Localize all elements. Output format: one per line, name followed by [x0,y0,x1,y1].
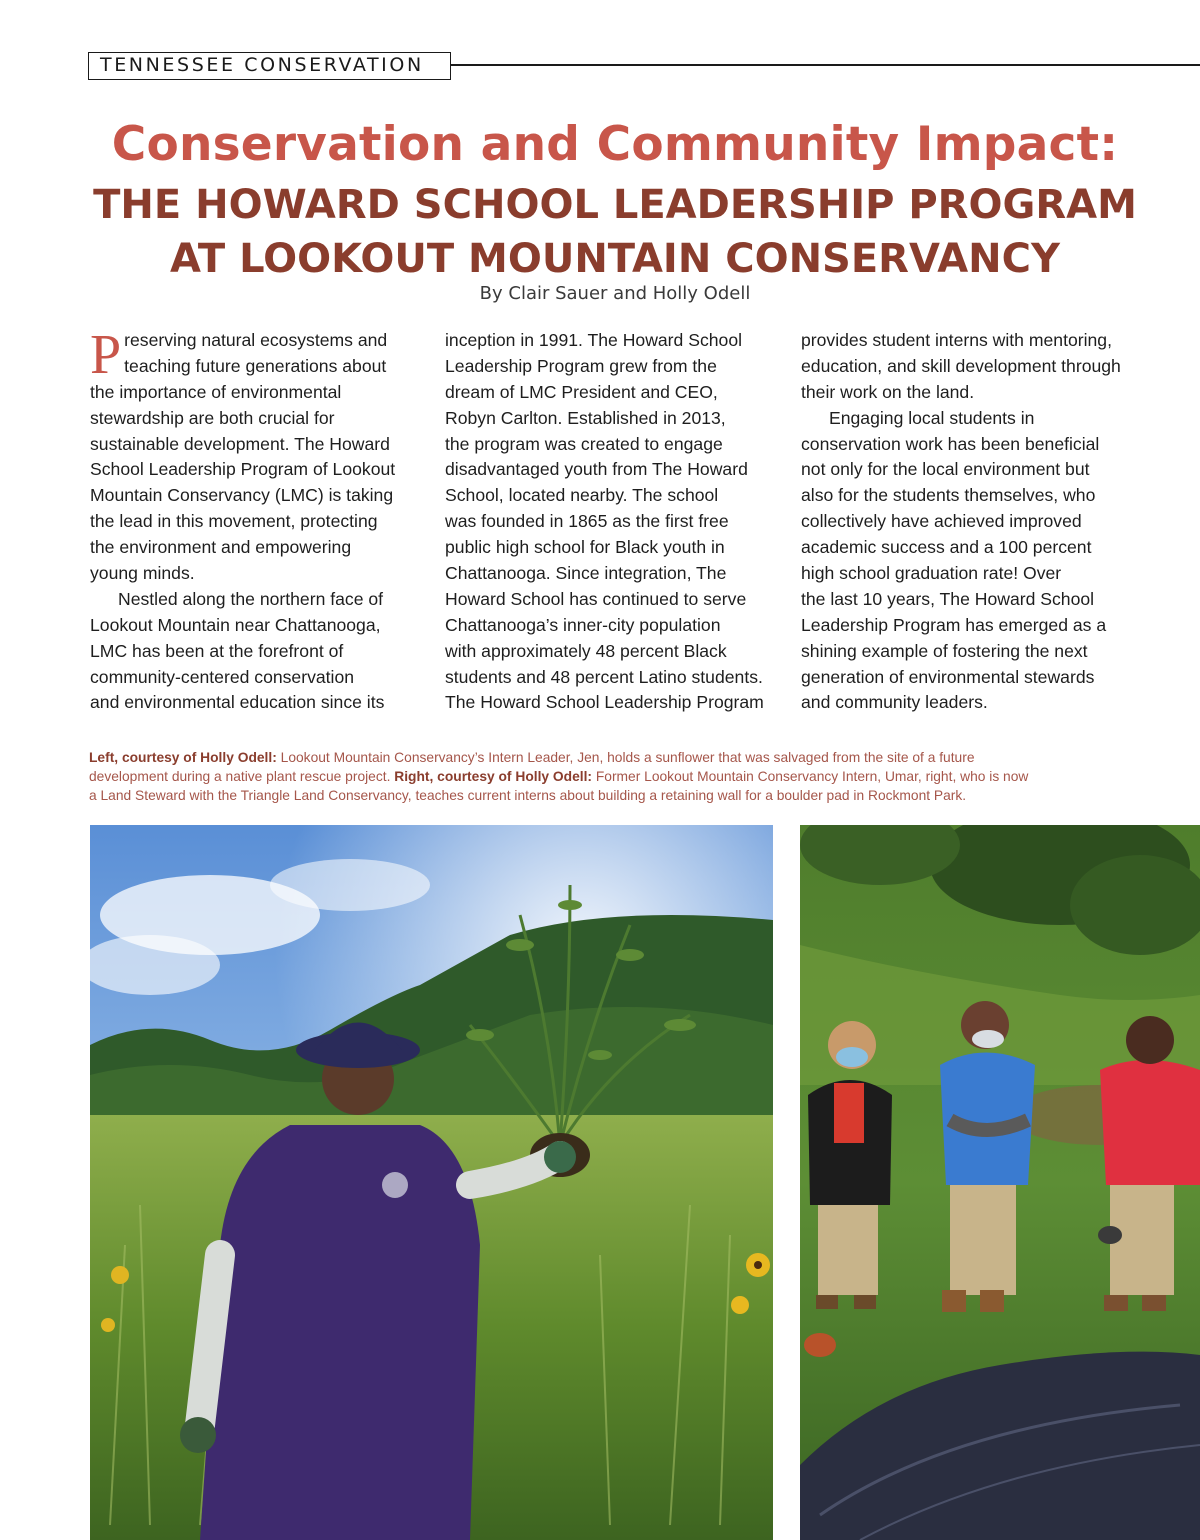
paragraph-line: high school graduation rate! Over [801,563,1062,584]
paragraph-line: inception in 1991. The Howard School [445,330,743,350]
paragraph-line: provides student interns with mentoring, [801,330,1112,350]
paragraph-line: LMC has been at the forefront of [90,640,344,661]
paragraph-line: disadvantaged youth from The Howard [445,459,748,480]
photo-left-illustration [90,825,773,1540]
paragraph-line: also for the students themselves, who [801,485,1096,506]
paragraph-line: their work on the land. [801,381,975,402]
caption-line-1 [89,748,1169,767]
paragraph-line: students and 48 percent Latino students. [445,666,763,687]
paragraph-line: public high school for Black youth in [445,537,725,558]
caption-text: development during a native plant rescue project. [89,769,395,784]
article-column-1 [90,324,430,716]
section-rule [451,64,1200,66]
paragraph-line: Lookout Mountain near Chattanooga, [90,614,381,635]
paragraph-line: conservation work has been beneficial [801,433,1100,454]
paragraph-line: The Howard School Leadership Program [445,692,764,713]
paragraph-line: stewardship are both crucial for [90,407,335,428]
photo-interns-rockmont-park [800,825,1200,1540]
paragraph-line: the environment and empowering [90,537,352,558]
paragraph-line: School, located nearby. The school [445,485,719,506]
paragraph-line: Nestled along the northern face of [118,588,384,609]
caption-left-credit: Left, courtesy of Holly Odell: [89,750,277,765]
paragraph-line: teaching future generations about [124,355,387,376]
paragraph-line: was founded in 1865 as the first free [445,511,729,532]
paragraph-line: the program was created to engage [445,433,723,454]
caption-right-credit: Right, courtesy of Holly Odell: [394,769,593,784]
caption-line-2 [89,767,1169,786]
drop-cap: P [90,324,122,386]
paragraph-line: and community leaders. [801,692,988,713]
paragraph-line: Howard School has continued to serve [445,588,747,609]
paragraph-line: young minds. [90,563,195,584]
paragraph-line: community-centered conservation [90,666,355,687]
caption-text: Lookout Mountain Conservancy’s Intern Leader, Jen, holds a sunflower that was salvaged from the site of a future [276,750,975,765]
paragraph-line: Engaging local students in [829,407,1035,428]
paragraph-line: not only for the local environment but [801,459,1090,480]
article-subtitle-line-2: AT LOOKOUT MOUNTAIN CONSERVANCY [170,236,1060,282]
paragraph-line: School Leadership Program of Lookout [90,459,396,480]
paragraph-line: the importance of environmental [90,381,342,402]
article-column-3 [801,328,1146,716]
paragraph-line: Leadership Program grew from the [445,355,717,376]
paragraph-line: academic success and a 100 percent [801,537,1092,558]
paragraph-line: Leadership Program has emerged as a [801,614,1107,635]
paragraph-line: dream of LMC President and CEO, [445,381,718,402]
photo-right-illustration [800,825,1200,1540]
paragraph-line: Mountain Conservancy (LMC) is taking [90,485,394,506]
paragraph-line: generation of environmental stewards [801,666,1095,687]
paragraph-line: shining example of fostering the next [801,640,1088,661]
photo-caption [89,748,1169,805]
photo-intern-holding-sunflower [90,825,773,1540]
paragraph-line: reserving natural ecosystems and [124,330,388,350]
paragraph-line: the last 10 years, The Howard School [801,588,1095,609]
paragraph-line: Chattanooga’s inner-city population [445,614,721,635]
paragraph-line: sustainable development. The Howard [90,433,390,454]
article-subtitle-line-1: THE HOWARD SCHOOL LEADERSHIP PROGRAM [93,182,1137,228]
article-title: Conservation and Community Impact: [111,117,1119,172]
paragraph-line: and environmental education since its [90,692,385,713]
paragraph-line: with approximately 48 percent Black [445,640,727,661]
paragraph-line: Robyn Carlton. Established in 2013, [445,407,726,428]
paragraph-line: education, and skill development through [801,355,1121,376]
paragraph-line: Chattanooga. Since integration, The [445,563,727,584]
paragraph-line: collectively have achieved improved [801,511,1082,532]
caption-text: Former Lookout Mountain Conservancy Intern, Umar, right, who is now [592,769,1029,784]
paragraph-line: the lead in this movement, protecting [90,511,378,532]
section-label: TENNESSEE CONSERVATION [88,52,451,80]
byline: By Clair Sauer and Holly Odell [479,283,751,304]
article-column-2 [445,328,780,716]
caption-line-3: a Land Steward with the Triangle Land Conservancy, teaches current interns about building a retaining wall for a boulder pad in Rockmont Park. [89,788,967,803]
